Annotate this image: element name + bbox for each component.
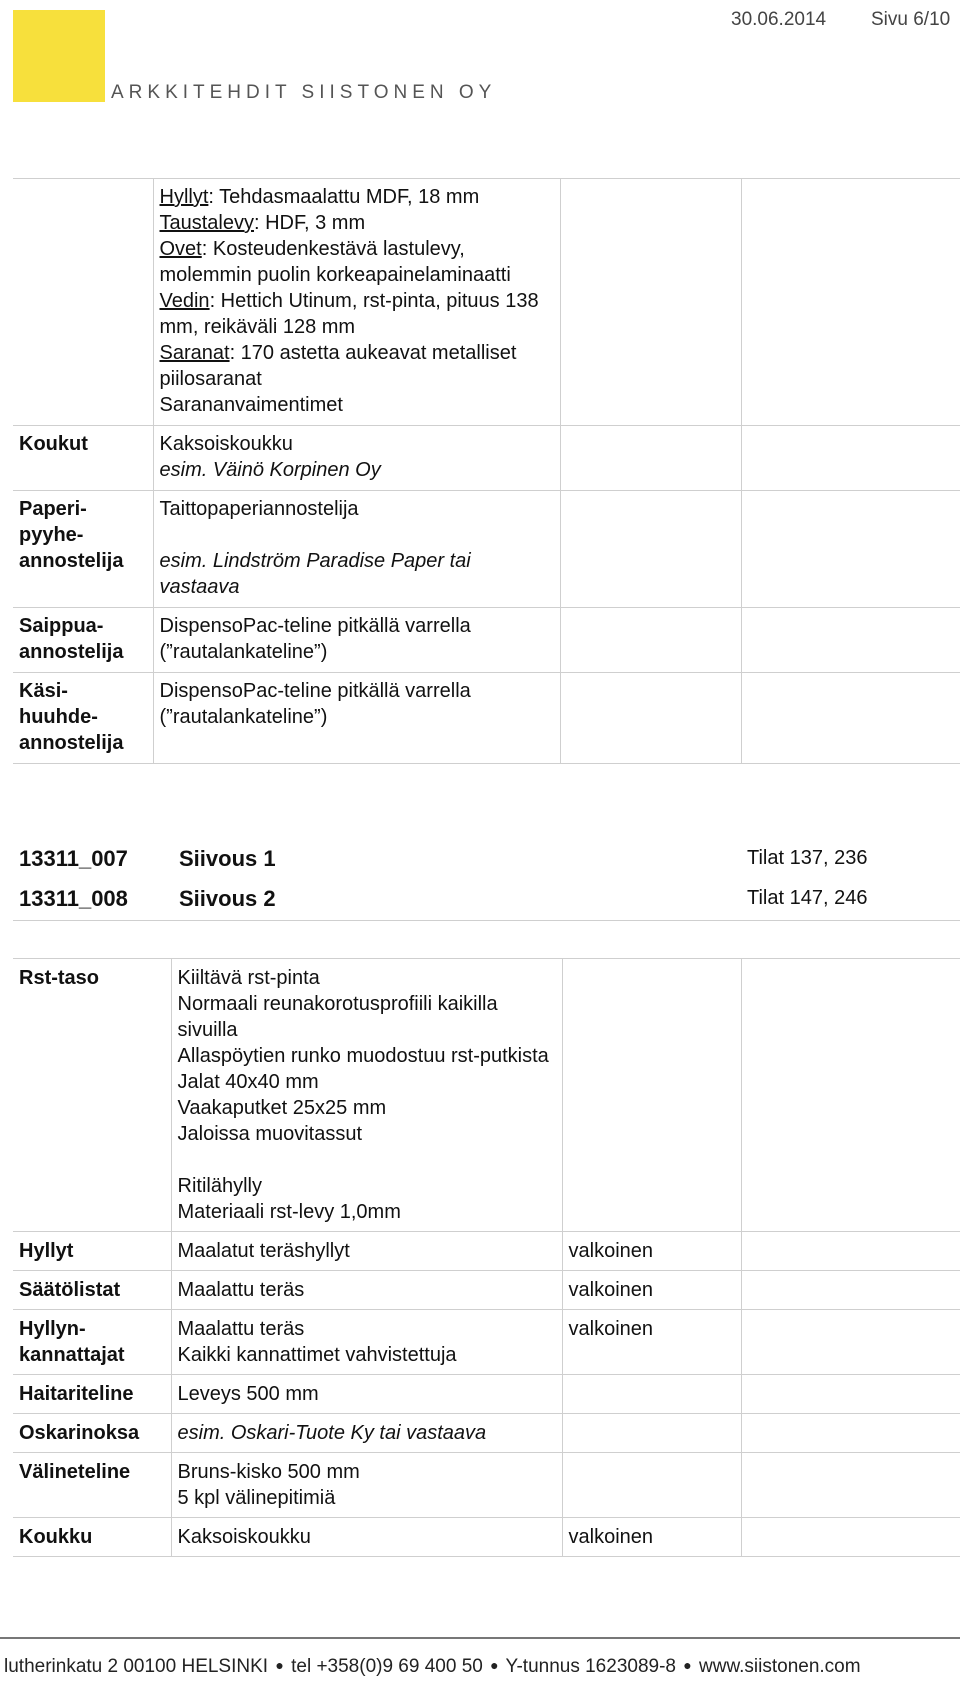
row-description: Maalatut teräshyllyt [171,1232,562,1271]
footer-website-link[interactable]: www.siistonen.com [699,1656,861,1677]
desc-line: Jaloissa muovitassut [177,1123,363,1145]
table-row [13,491,960,608]
desc-line: (”rautalankateline”) [159,641,328,663]
row-label: Säätölistat [13,1271,171,1310]
section-code: 13311_007 [19,846,128,871]
spec-line-text: : HDF, 3 mm [254,212,366,234]
footer-phone: tel +358(0)9 69 400 50 [291,1656,483,1677]
row-notes [741,179,960,426]
table-row [13,1375,960,1414]
row-description [153,608,560,673]
section-name: Siivous 2 [179,886,276,911]
row-color: valkoinen [562,1232,741,1271]
table-row [13,608,960,673]
table-row [13,1414,960,1453]
row-notes [741,673,960,764]
table-row [13,179,960,426]
row-notes [741,1453,960,1518]
row-notes [741,1271,960,1310]
row-notes [741,1375,960,1414]
company-name: ARKKITEHDIT SIISTONEN OY [111,82,497,103]
spec-line-label: Ovet [159,238,202,260]
header-date: 30.06.2014 [731,9,827,30]
row-label: Käsi-huuhde-annostelija [13,673,153,764]
header-page-number: Sivu 6/10 [871,9,951,30]
table-row [13,1310,960,1375]
row-label: Hyllyt [13,1232,171,1271]
table-row [13,1518,960,1557]
desc-line: Kaksoiskoukku [159,433,293,455]
spec-line-text: : 170 astetta aukeavat metalliset piilosaranat [159,342,517,390]
row-description [153,491,560,608]
row-notes [741,959,960,1232]
row-color [560,179,741,426]
section-rooms: Tilat 147, 246 [747,887,868,909]
row-label: Paperi-pyyhe-annostelija [13,491,153,608]
spec-line [160,210,554,236]
row-notes [741,1518,960,1557]
row-description [153,179,560,426]
row-color: valkoinen [562,1310,741,1375]
row-color [560,426,741,491]
row-notes [741,1232,960,1271]
row-description: esim. Oskari-Tuote Ky tai vastaava [171,1414,562,1453]
spec-line [160,340,554,392]
row-notes [741,1310,960,1375]
section-code: 13311_008 [19,886,128,911]
row-label [13,179,153,426]
desc-line: DispensoPac-teline pitkällä varrella [159,680,471,702]
row-notes [741,1414,960,1453]
footer-address: lutherinkatu 2 00100 HELSINKI [4,1656,269,1677]
desc-line: Normaali reunakorotusprofiili kaikilla sivuilla [177,993,498,1041]
row-color [562,1453,741,1518]
row-description [171,959,562,1232]
spec-line-label: Saranat [159,342,230,364]
spec-line-text: : Tehdasmaalattu MDF, 18 mm [208,186,480,208]
spec-line [160,288,554,340]
desc-line: 5 kpl välinepitimiä [177,1487,336,1509]
desc-line: Materiaali rst-levy 1,0mm [177,1201,401,1223]
footer-divider [0,1637,960,1639]
desc-line: esim. Väinö Korpinen Oy [159,459,381,481]
table-row [13,673,960,764]
spec-table-2 [13,958,960,1557]
desc-line: Taittopaperiannostelija [159,498,359,520]
table-row [13,959,960,1232]
row-label: Oskarinoksa [13,1414,171,1453]
row-label: Rst-taso [13,959,171,1232]
row-description [153,673,560,764]
bullet-icon: ● [683,1657,692,1673]
row-notes [741,491,960,608]
desc-line: Maalattu teräs [177,1318,305,1340]
row-color [562,959,741,1232]
row-description: Maalattu teräs [171,1271,562,1310]
spec-line [160,184,554,210]
row-color [560,608,741,673]
row-color: valkoinen [562,1271,741,1310]
spec-line-label: Vedin [159,290,210,312]
desc-line: esim. Lindström Paradise Paper tai vastaava [159,550,471,598]
desc-line: Kiiltävä rst-pinta [177,967,320,989]
row-description [171,1453,562,1518]
row-label: Saippua-annostelija [13,608,153,673]
row-label: Haitariteline [13,1375,171,1414]
bullet-icon: ● [275,1657,284,1673]
spec-line [160,236,554,288]
footer [4,1656,861,1678]
desc-line: Ritilähylly [177,1175,262,1197]
company-logo [13,10,105,102]
row-color [562,1414,741,1453]
desc-line: DispensoPac-teline pitkällä varrella [159,615,471,637]
table-row [13,426,960,491]
section-name: Siivous 1 [179,846,276,871]
row-description: Kaksoiskoukku [171,1518,562,1557]
table-row [13,1453,960,1518]
row-color [562,1375,741,1414]
row-notes [741,426,960,491]
table-row [13,1232,960,1271]
row-description [171,1310,562,1375]
table-row [13,1271,960,1310]
spec-table-1 [13,178,960,764]
footer-business-id: Y-tunnus 1623089-8 [505,1656,676,1677]
row-label: Välineteline [13,1453,171,1518]
section-rooms: Tilat 137, 236 [747,847,868,869]
row-notes [741,608,960,673]
desc-line: Jalat 40x40 mm [177,1071,319,1093]
spec-line-label: Hyllyt [159,186,209,208]
row-color [560,673,741,764]
spec-line-text: : Kosteudenkestävä lastulevy, molemmin puolin korkeapainelaminaatti [159,238,511,286]
spec-line-label: Taustalevy [159,212,254,234]
spec-line: Sarananvaimentimet [159,394,343,416]
desc-line: Bruns-kisko 500 mm [177,1461,360,1483]
row-description [153,426,560,491]
desc-line: Kaikki kannattimet vahvistettuja [177,1344,457,1366]
row-color [560,491,741,608]
row-description: Leveys 500 mm [171,1375,562,1414]
divider [13,920,960,921]
desc-line: Allaspöytien runko muodostuu rst-putkista [177,1045,549,1067]
row-color: valkoinen [562,1518,741,1557]
row-label: Koukku [13,1518,171,1557]
row-label: Koukut [13,426,153,491]
row-label: Hyllyn-kannattajat [13,1310,171,1375]
spec-line-text: : Hettich Utinum, rst-pinta, pituus 138 mm, reikäväli 128 mm [159,290,539,338]
desc-line: (”rautalankateline”) [159,706,328,728]
desc-line: Vaakaputket 25x25 mm [177,1097,387,1119]
bullet-icon: ● [490,1657,499,1673]
